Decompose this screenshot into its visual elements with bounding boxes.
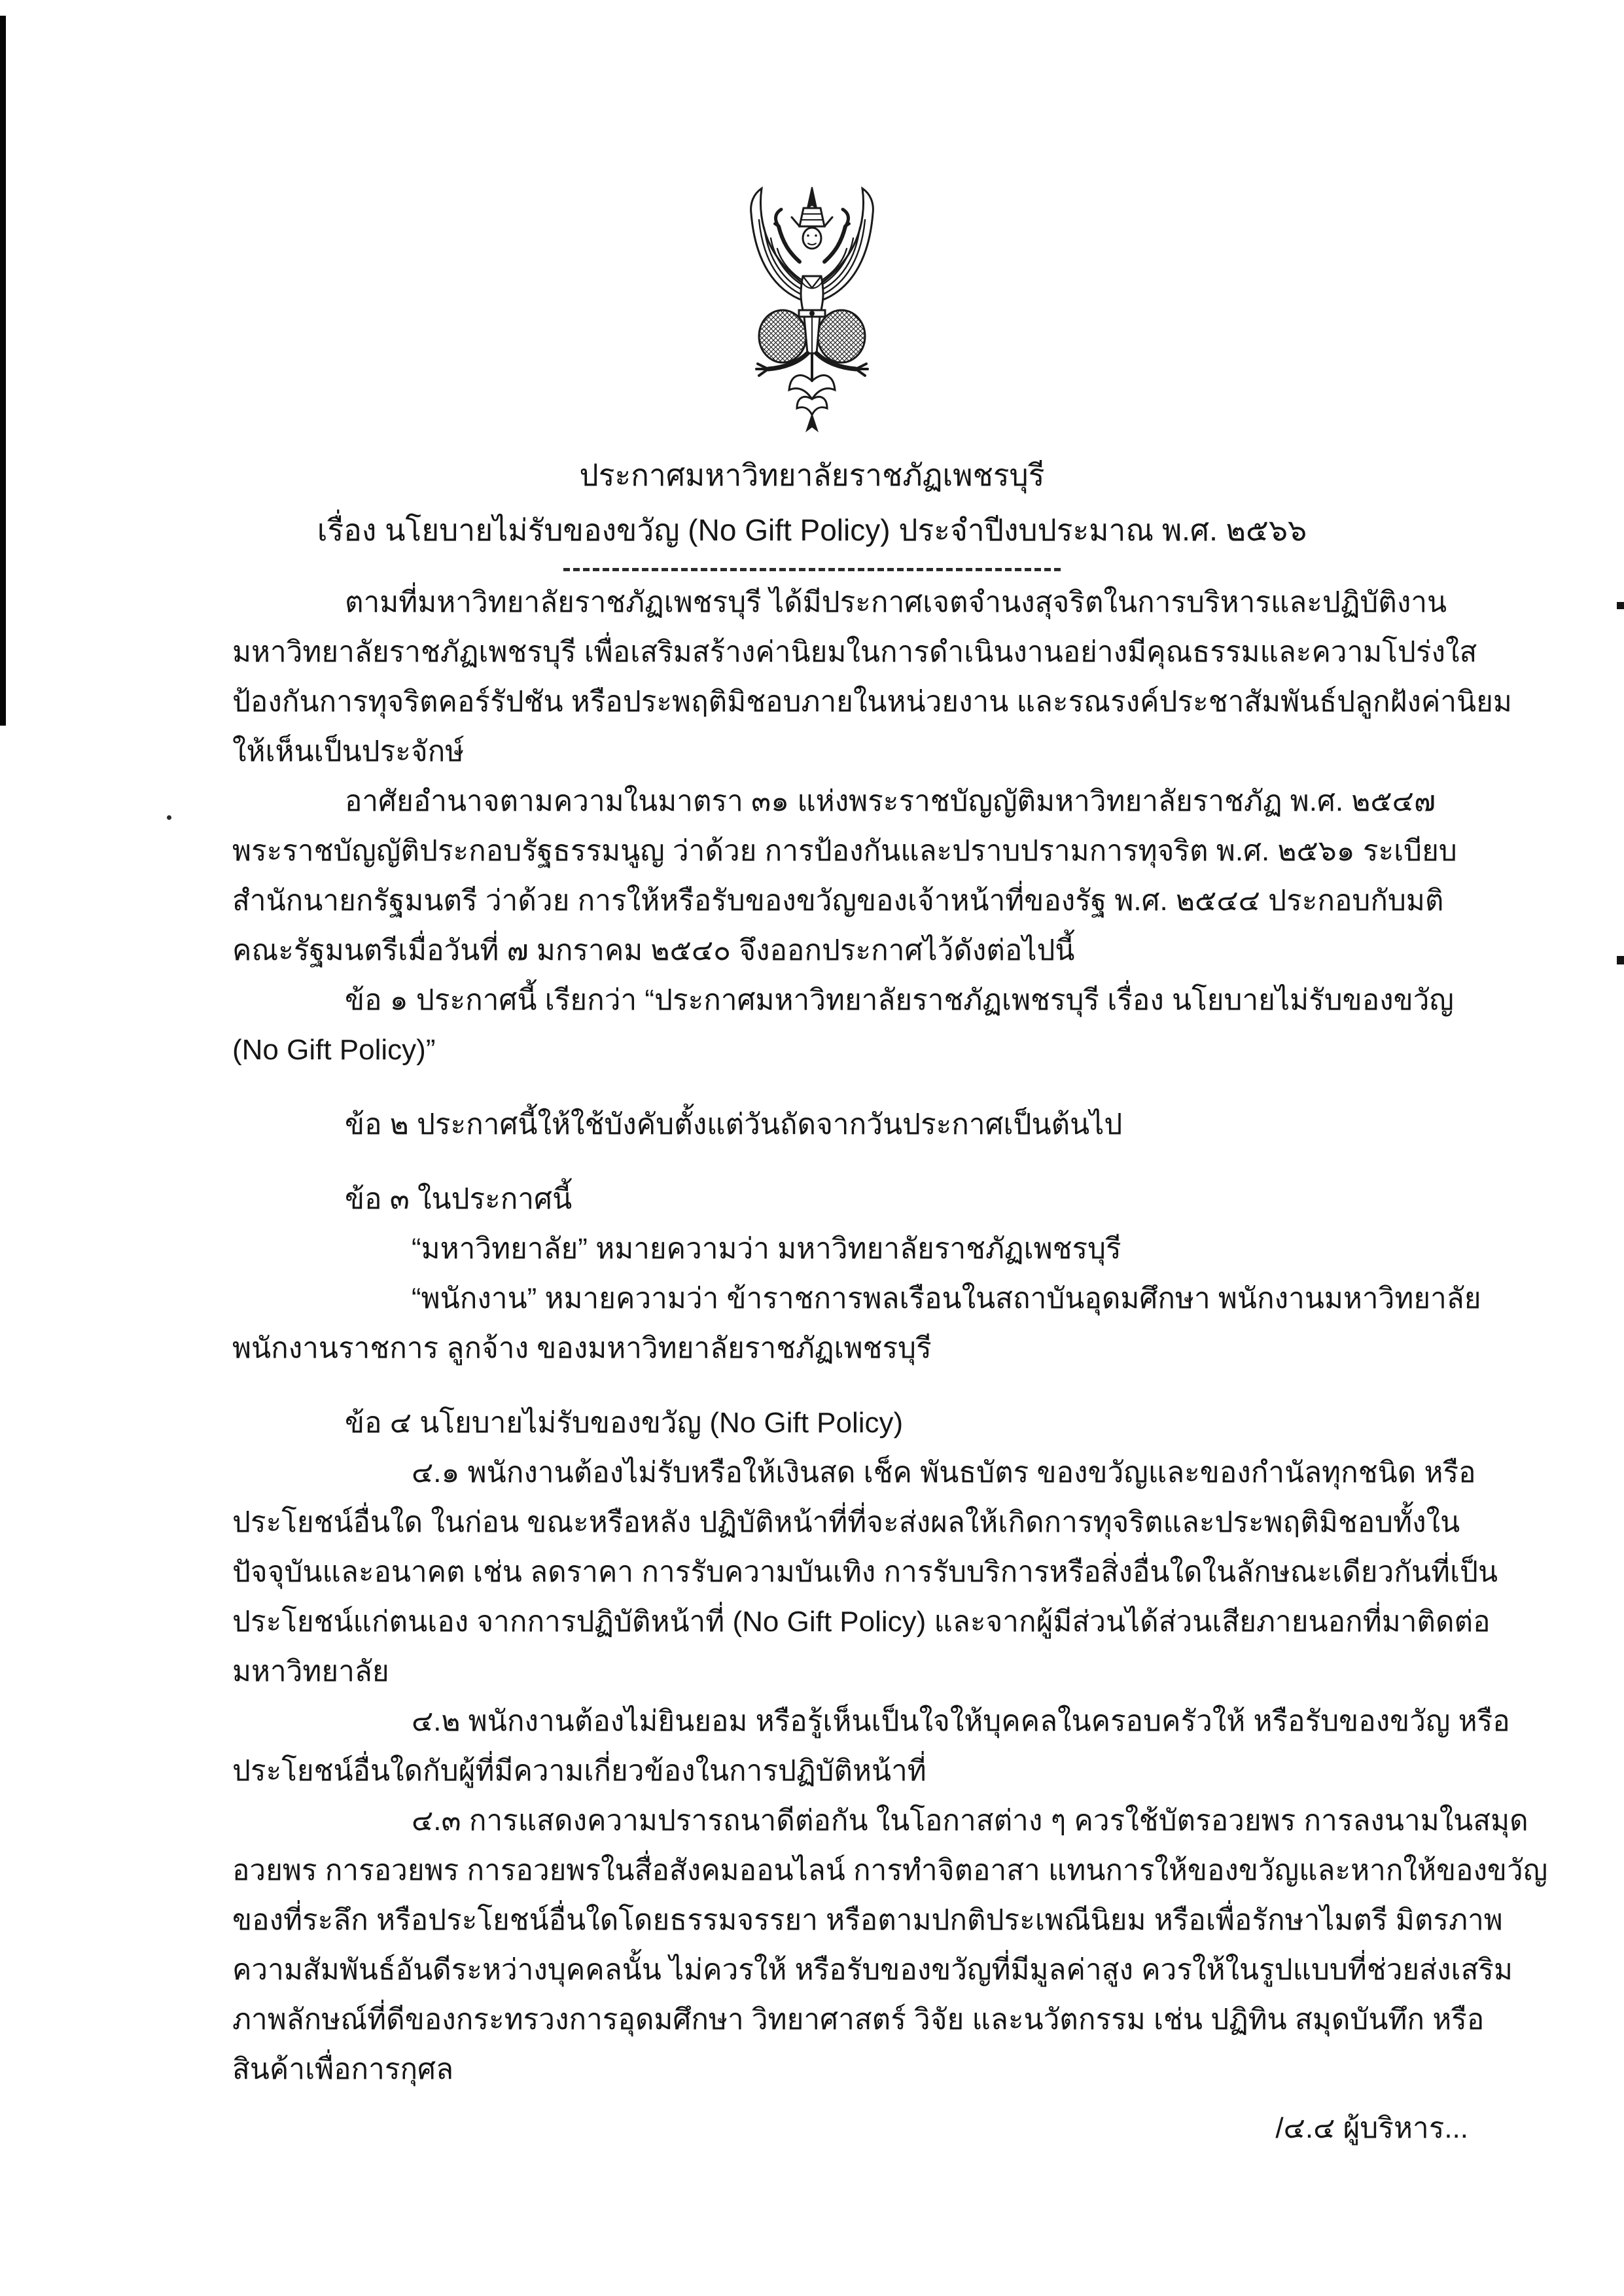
text-line: ๔.๒ พนักงานต้องไม่ยินยอม หรือรู้เห็นเป็นใจให้บุคคลในครอบครัวให้ หรือรับของขวัญ หรือ xyxy=(412,1705,1510,1737)
text-line: “พนักงาน” หมายความว่า ข้าราชการพลเรือนในสถาบันอุดมศึกษา พนักงานมหาวิทยาลัย xyxy=(412,1282,1481,1315)
text-line: อวยพร การอวยพร การอวยพรในสื่อสังคมออนไลน์ การทำจิตอาสา แทนการให้ของขวัญและหากให้ของขวัญ xyxy=(232,1854,1548,1886)
text-line: (No Gift Policy)” xyxy=(232,1034,436,1066)
text-line: ข้อ ๒ ประกาศนี้ให้ใช้บังคับตั้งแต่วันถัดจากวันประกาศเป็นต้นไป xyxy=(345,1108,1123,1140)
definition-university xyxy=(232,1224,1468,1274)
text-line: ความสัมพันธ์อันดีระหว่างบุคคลนั้น ไม่ควรให้ หรือรับของขวัญที่มีมูลค่าสูง ควรให้ในรูปแบบที่ช่วยส่งเสริม xyxy=(232,1954,1513,1986)
text-line: “มหาวิทยาลัย” หมายความว่า มหาวิทยาลัยราชภัฏเพชรบุรี xyxy=(412,1233,1121,1265)
text-line: คณะรัฐมนตรีเมื่อวันที่ ๗ มกราคม ๒๕๔๐ จึงออกประกาศไว้ดังต่อไปนี้ xyxy=(232,934,1075,966)
text-line: ข้อ ๑ ประกาศนี้ เรียกว่า “ประกาศมหาวิทยาลัยราชภัฏเพชรบุรี เรื่อง นโยบายไม่รับของขวัญ xyxy=(345,984,1454,1016)
garuda-emblem-icon xyxy=(737,185,887,433)
clause-4-3 xyxy=(232,1796,1548,2094)
clause-4-1 xyxy=(232,1448,1498,1697)
text-line: สำนักนายกรัฐมนตรี ว่าด้วย การให้หรือรับของขวัญของเจ้าหน้าที่ของรัฐ พ.ศ. ๒๕๔๔ ประกอบกับมติ xyxy=(232,885,1444,917)
dashed-divider xyxy=(563,568,1061,571)
text-line: ให้เห็นเป็นประจักษ์ xyxy=(232,735,465,768)
text-line: พระราชบัญญัติประกอบรัฐธรรมนูญ ว่าด้วย การป้องกันและปราบปรามการทุจริต พ.ศ. ๒๕๖๑ ระเบียบ xyxy=(232,835,1457,867)
text-line: สินค้าเพื่อการกุศล xyxy=(232,2053,454,2085)
scan-artifact-dot xyxy=(167,815,171,820)
text-line: ประโยชน์อื่นใดกับผู้ที่มีความเกี่ยวข้องในการปฏิบัติหน้าที่ xyxy=(232,1755,927,1787)
text-line: อาศัยอำนาจตามความในมาตรา ๓๑ แห่งพระราชบัญญัติมหาวิทยาลัยราชภัฏ พ.ศ. ๒๕๔๗ xyxy=(345,785,1436,817)
text-line: มหาวิทยาลัย xyxy=(232,1655,389,1687)
definition-employee xyxy=(232,1274,1481,1373)
paragraph-authority xyxy=(232,777,1468,976)
scan-artifact-left-line xyxy=(0,16,6,726)
text-line: มหาวิทยาลัยราชภัฏเพชรบุรี เพื่อเสริมสร้างค่านิยมในการดำเนินงานอย่างมีคุณธรรมและความโปร่งใส xyxy=(232,636,1477,668)
paragraph-intro xyxy=(232,578,1512,777)
document-body xyxy=(0,578,1624,2153)
text-line: ภาพลักษณ์ที่ดีของกระทรวงการอุดมศึกษา วิทยาศาสตร์ วิจัย และนวัตกรรม เช่น ปฏิทิน สมุดบันทึก หรือ xyxy=(232,2004,1485,2036)
text-line: ประโยชน์อื่นใด ในก่อน ขณะหรือหลัง ปฏิบัติหน้าที่ที่จะส่งผลให้เกิดการทุจริตและประพฤติมิชอบทั้งใน xyxy=(232,1506,1460,1538)
scan-artifact-right-tick xyxy=(1617,956,1624,964)
text-line: พนักงานราชการ ลูกจ้าง ของมหาวิทยาลัยราชภัฏเพชรบุรี xyxy=(232,1332,932,1364)
text-line: ๔.๑ พนักงานต้องไม่รับหรือให้เงินสด เช็ค พันธบัตร ของขวัญและของกำนัลทุกชนิด หรือ xyxy=(412,1457,1476,1489)
text-line: ป้องกันการทุจริตคอร์รัปชัน หรือประพฤติมิชอบภายในหน่วยงาน และรณรงค์ประชาสัมพันธ์ปลูกฝังค่านิยม xyxy=(232,686,1512,718)
page-continuation-note: /๔.๔ ผู้บริหาร... xyxy=(1275,2112,1468,2144)
clause-3 xyxy=(232,1174,1468,1224)
scan-artifact-right-tick xyxy=(1617,602,1624,609)
clause-4-2 xyxy=(232,1697,1510,1796)
document-subject: เรื่อง นโยบายไม่รับของขวัญ (No Gift Policy) ประจำปีงบประมาณ พ.ศ. ๒๕๖๖ xyxy=(317,513,1307,547)
clause-2 xyxy=(232,1100,1468,1150)
text-line: ข้อ ๓ ในประกาศนี้ xyxy=(345,1183,573,1215)
text-line: ข้อ ๔ นโยบายไม่รับของขวัญ (No Gift Policy) xyxy=(345,1407,904,1439)
text-line: ปัจจุบันและอนาคต เช่น ลดราคา การรับความบันเทิง การรับบริการหรือสิ่งอื่นใดในลักษณะเดียวกันที่เป็น xyxy=(232,1556,1498,1588)
clause-1 xyxy=(232,976,1468,1075)
clause-4 xyxy=(232,1398,1468,1448)
text-line: ๔.๓ การแสดงความปรารถนาดีต่อกัน ในโอกาสต่าง ๆ ควรใช้บัตรอวยพร การลงนามในสมุด xyxy=(412,1805,1528,1837)
text-line: ตามที่มหาวิทยาลัยราชภัฏเพชรบุรี ได้มีประกาศเจตจำนงสุจริตในการบริหารและปฏิบัติงาน xyxy=(345,586,1447,618)
text-line: ของที่ระลึก หรือประโยชน์อื่นใดโดยธรรมจรรยา หรือตามปกติประเพณีนิยม หรือเพื่อรักษาไมตรี มิตรภาพ xyxy=(232,1904,1503,1936)
text-line: ประโยชน์แก่ตนเอง จากการปฏิบัติหน้าที่ (No Gift Policy) และจากผู้มีส่วนได้ส่วนเสียภายนอกที่มาติดต่อ xyxy=(232,1606,1491,1638)
document-title: ประกาศมหาวิทยาลัยราชภัฏเพชรบุรี xyxy=(579,458,1045,492)
